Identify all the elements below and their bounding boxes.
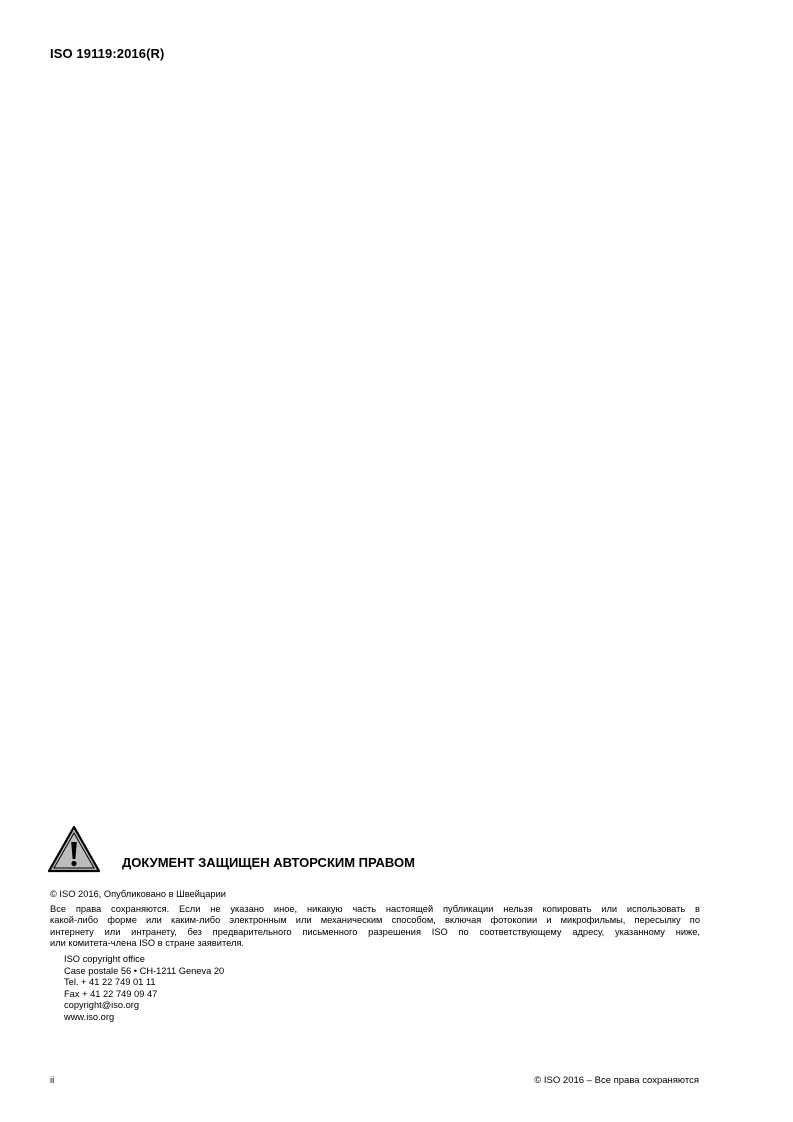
address-phone: Tel. + 41 22 749 01 11 [64,977,156,988]
page-number: ii [50,1075,55,1086]
warning-triangle-icon [46,824,102,874]
address-website-link[interactable]: www.iso.org [64,1011,115,1022]
rights-statement [50,904,700,950]
copyright-line: © ISO 2016, Опубликовано в Швейцарии [50,889,226,899]
iso-address [64,954,700,1024]
rights-line: Все права сохраняются. Если не указано иное, никакую часть настоящей публикации нельзя копировать или использовать в [50,903,700,914]
address-email-link[interactable]: copyright@iso.org [64,1000,140,1011]
rights-line: или комитета-члена ISO в стране заявителя. [50,938,244,949]
copyright-warning-title: ДОКУМЕНТ ЗАЩИЩЕН АВТОРСКИМ ПРАВОМ [122,855,415,870]
address-fax: Fax + 41 22 749 09 47 [64,988,158,999]
address-office: ISO copyright office [64,953,145,964]
address-postal: Case postale 56 • CH-1211 Geneva 20 [64,965,225,976]
rights-line: интернету или интранету, без предварительного письменного разрешения ISO по соответствующему адресу, указанному ниже, [50,926,700,937]
rights-line: какой-либо форме или каким-либо электронным или механическим способом, включая фотокопии и микрофильмы, пересылку по [50,915,700,926]
copyright-notice [50,889,700,1024]
footer-copyright: © ISO 2016 – Все права сохраняются [534,1075,699,1086]
standard-reference: ISO 19119:2016(R) [50,46,165,61]
